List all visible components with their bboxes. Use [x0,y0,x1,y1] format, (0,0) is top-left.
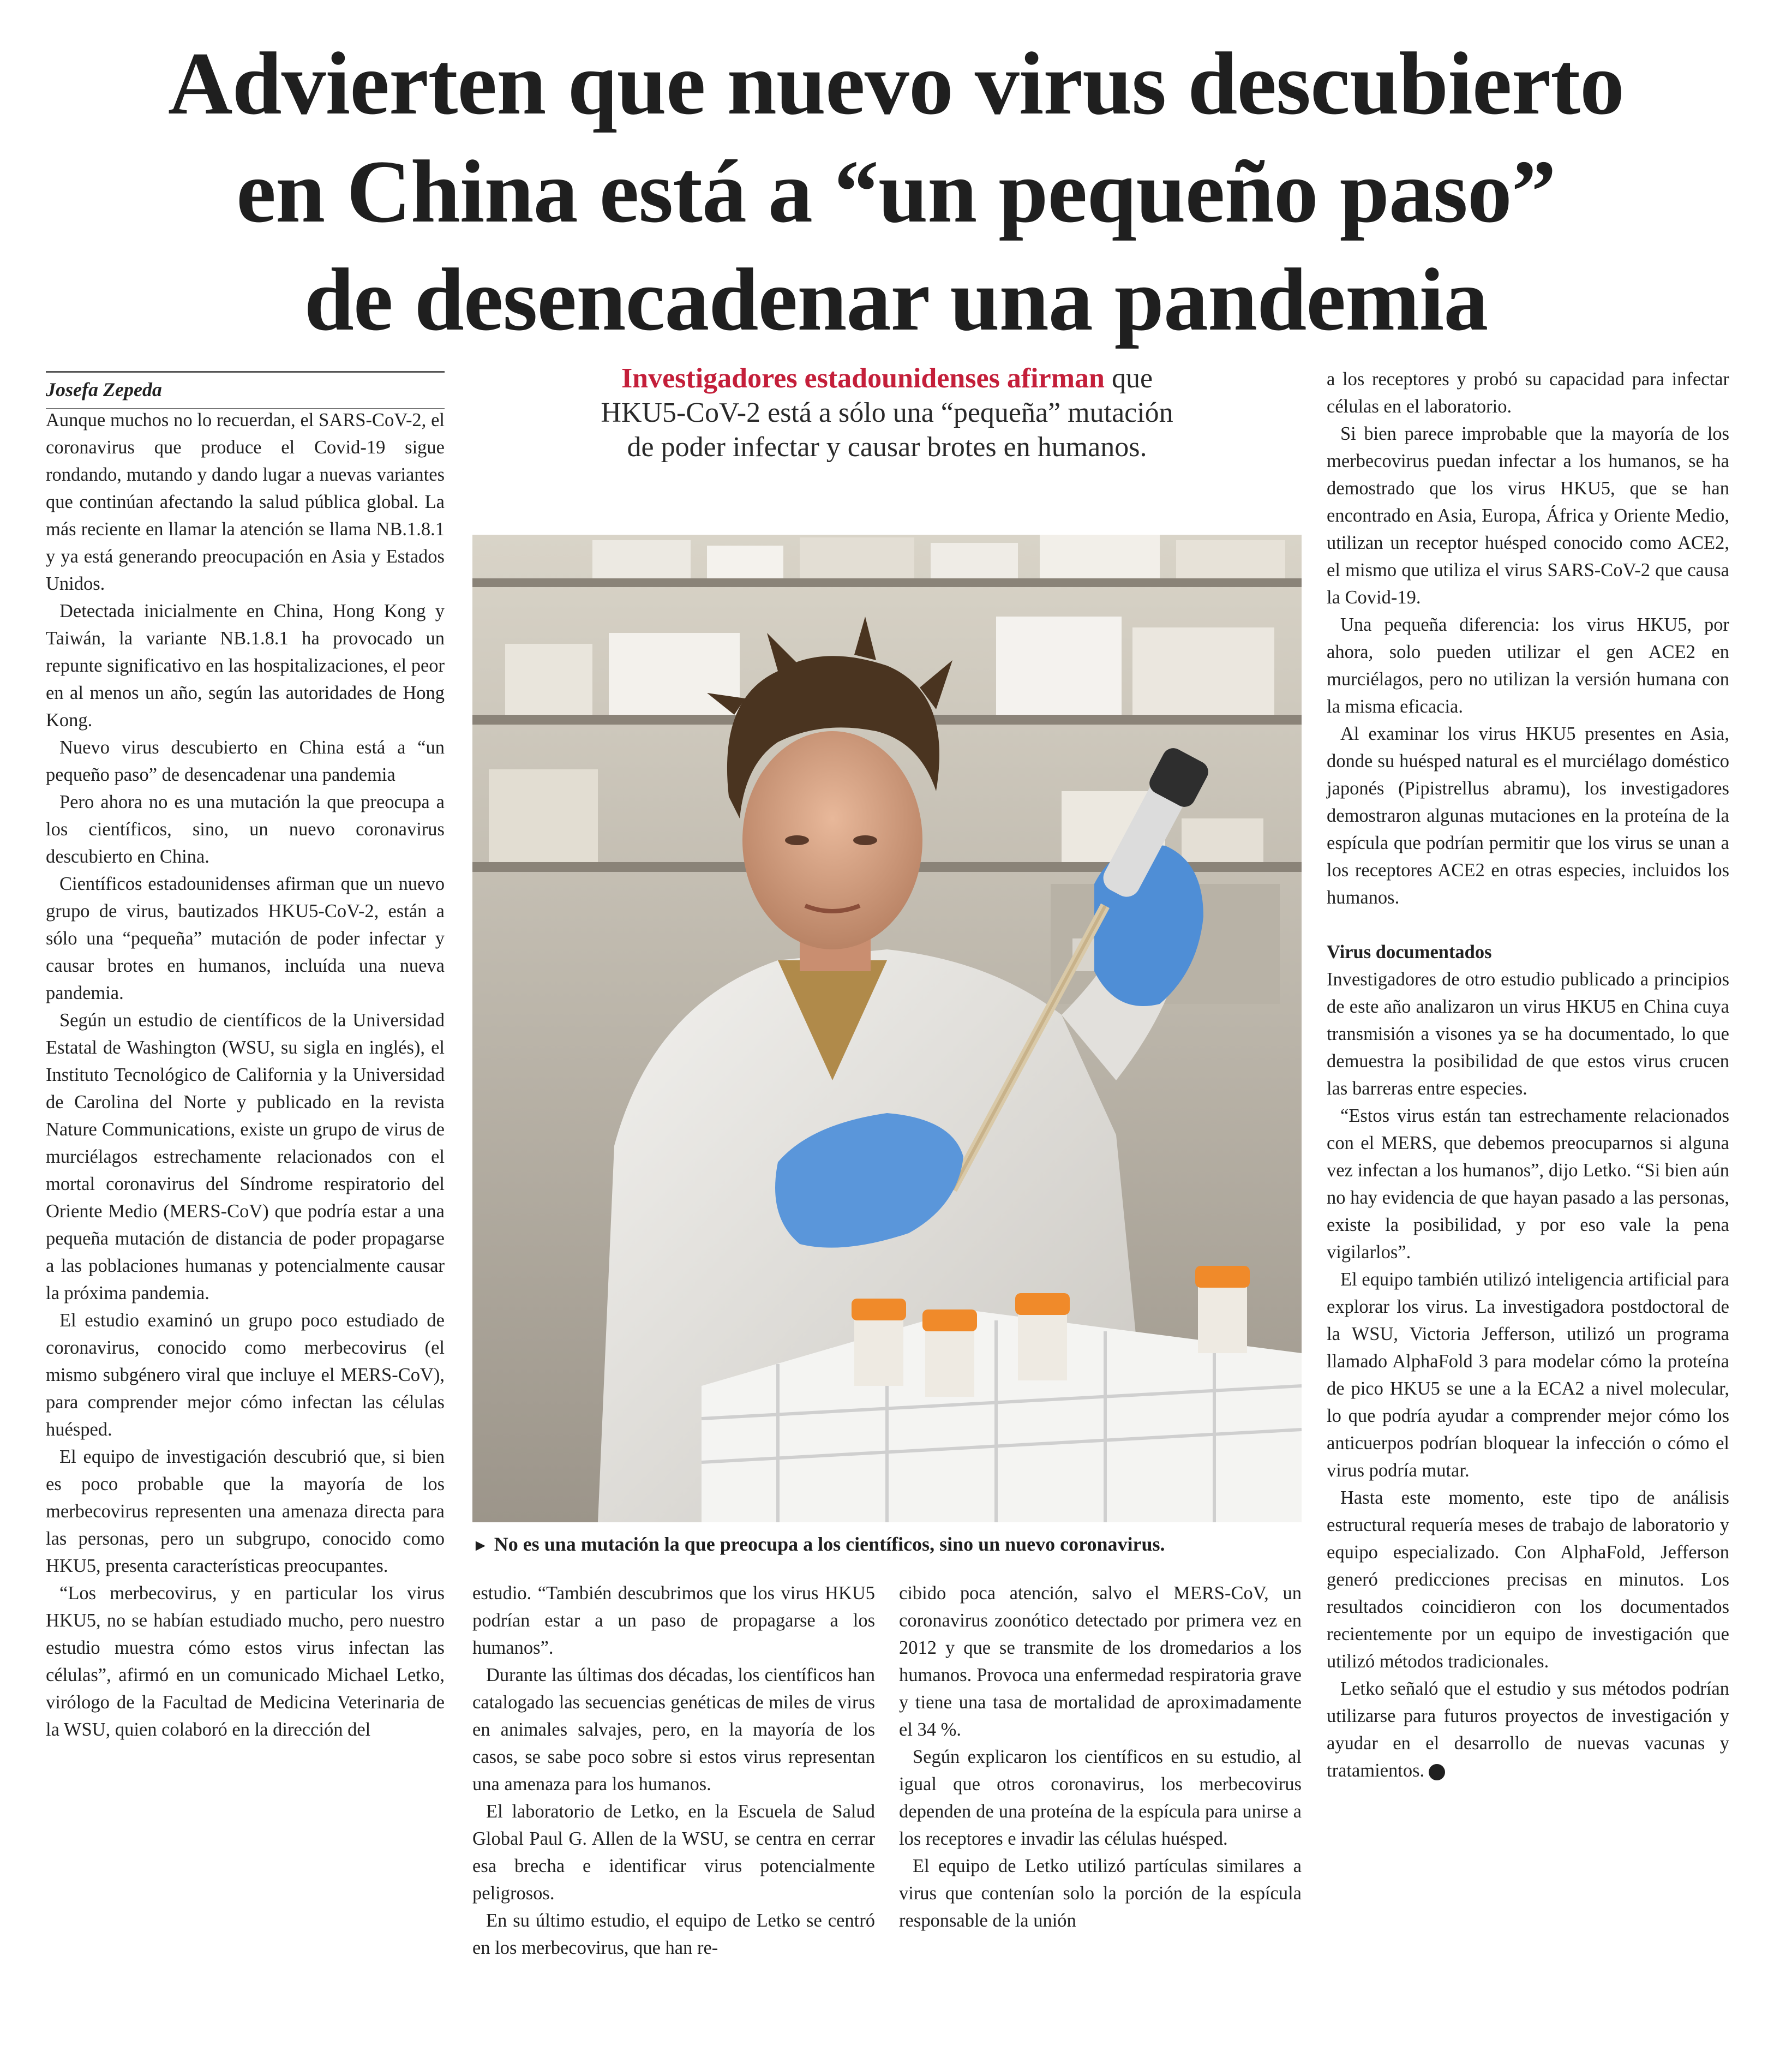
paragraph: Investigadores de otro estudio publicado a principios de este año analizaron un virus HKU5 en China cuya transmisión a visones ya se ha documentado, lo que demuestra la posibilidad de que estos virus crucen las barreras entre especies. [1327,969,1729,1099]
paragraph: “Estos virus están tan estrechamente relacionados con el MERS, que debemos preocuparnos si alguna vez infectan a los humanos”, dijo Letko. “Si bien aún no hay evidencia de que hayan pasado a las personas, existe la posibilidad, y por eso vale la pena vigilarlos”. [1327,1105,1729,1263]
deck-highlight: Investigadores estadounidenses afirman [621,363,1105,394]
final-text: Letko señaló que el estudio y sus métodos podrían utilizarse para futuros proyectos de investigación y ayudar en el desarrollo de nuevas vacunas y tratamientos. [1327,1678,1729,1781]
scientist-lab-photo [472,535,1302,1522]
paragraph: Durante las últimas dos décadas, los científicos han catalogado las secuencias genéticas de miles de virus en animales salvajes, pero, en la mayoría de los casos, se sabe poco sobre si estos virus representan una amenaza para los humanos. [472,1665,875,1795]
paragraph: Una pequeña diferencia: los virus HKU5, por ahora, solo pueden utilizar el gen ACE2 en murciélagos, pero no utilizan la versión humana con la misma eficacia. [1327,614,1729,717]
paragraph: Científicos estadounidenses afirman que un nuevo grupo de virus, bautizados HKU5-CoV-2, están a sólo una “pequeña” mutación de poder infectar y causar brotes en humanos, incluída una nueva pandemia. [46,874,445,1003]
end-mark-icon [1429,1764,1445,1780]
paragraph: El laboratorio de Letko, en la Escuela de Salud Global Paul G. Allen de la WSU, se centra en cerrar esa brecha e identificar virus potencialmente peligrosos. [472,1801,875,1904]
paragraph: Detectada inicialmente en China, Hong Kong y Taiwán, la variante NB.1.8.1 ha provocado un repunte significativo en las hospitalizaciones, el peor en al menos un año, según las autoridades de Hong Kong. [46,601,445,731]
headline-line-3: de desencadenar una pandemia [304,250,1488,349]
paragraph: a los receptores y probó su capacidad para infectar células en el laboratorio. [1327,369,1729,417]
paragraph: Al examinar los virus HKU5 presentes en Asia, donde su huésped natural es el murciélago doméstico japonés (Pipistrellus abramu), los investigadores demostraron algunas mutaciones en la proteína de la espícula que podrían permitir que los virus se unan a los receptores ACE2 en otras especies, incluidos los humanos. [1327,723,1729,908]
caption-text: No es una mutación la que preocupa a los científicos, sino un nuevo coronavirus. [494,1533,1165,1555]
paragraph-final [1327,1675,1729,1784]
paragraph: El equipo también utilizó inteligencia artificial para explorar los virus. La investigadora postdoctoral de la WSU, Victoria Jefferson, utilizó un programa llamado AlphaFold 3 para modelar cómo la proteína de pico HKU5 se une a la ECA2 a nivel molecular, lo que podría ayudar a comprender mejor cómo los anticuerpos podrían bloquear la infección o cómo el virus podría mutar. [1327,1269,1729,1481]
paragraph: “Los merbecovirus, y en particular los virus HKU5, no se habían estudiado mucho, pero nuestro estudio muestra cómo estos virus infectan las células”, afirmó en un comunicado Michael Letko, virólogo de la Facultad de Medicina Veterinaria de la WSU, quien colaboró en la dirección del [46,1583,445,1740]
headline-line-2: en China está a “un pequeño paso” [236,142,1556,241]
photo-caption [472,1531,1302,1559]
paragraph: cibido poca atención, salvo el MERS-CoV, un coronavirus zoonótico detectado por primera vez en 2012 y que se transmite de los dromedarios a los humanos. Provoca una enfermedad respiratoria grave y tiene una tasa de mortalidad de aproximadamente el 34 %. [899,1583,1302,1740]
paragraph: Si bien parece improbable que la mayoría de los merbecovirus puedan infectar a los humanos, se ha demostrado que los virus HKU5, que se han encontrado en Asia, Europa, África y Oriente Medio, utilizan un receptor huésped conocido como ACE2, el mismo que utiliza el virus SARS-CoV-2 que causa la Covid-19. [1327,423,1729,608]
caption-triangle-icon: ► [472,1536,489,1554]
paragraph: Aunque muchos no lo recuerdan, el SARS-CoV-2, el coronavirus que produce el Covid-19 sigue rondando, mutando y dando lugar a nuevas variantes que continúan afectando la salud pública global. La más reciente en llamar la atención se llama NB.1.8.1 y ya está generando preocupación en Asia y Estados Unidos. [46,410,445,594]
column-1 [46,406,445,1743]
paragraph: El estudio examinó un grupo poco estudiado de coronavirus, conocido como merbecovirus (el mismo subgénero viral que incluye el MERS-CoV), para comprender mejor cómo infectan las células huésped. [46,1310,445,1440]
paragraph: Hasta este momento, este tipo de análisis estructural requería meses de trabajo de laboratorio y equipo especializado. Con AlphaFold, Jefferson generó predicciones precisas en minutos. Los resultados coincidieron con los documentados recientemente por un equipo de investigación que utilizó métodos tradicionales. [1327,1487,1729,1672]
paragraph: El equipo de investigación descubrió que, si bien es poco probable que la mayoría de los merbecovirus representen una amenaza directa para las personas, pero un subgrupo, conocido como HKU5, presenta características preocupantes. [46,1446,445,1576]
subheading: Virus documentados [1327,942,1492,962]
column-3 [899,1580,1302,1934]
deck-line-1-rest: que [1104,363,1153,394]
deck [472,361,1302,464]
column-4 [1327,366,1729,1784]
paragraph: El equipo de Letko utilizó partículas similares a virus que contenían solo la porción de la espícula responsable de la unión [899,1856,1302,1931]
deck-line-3: de poder infectar y causar brotes en humanos. [627,432,1147,463]
paragraph: Pero ahora no es una mutación la que preocupa a los científicos, sino, un nuevo coronavirus descubierto en China. [46,792,445,867]
deck-line-2: HKU5-CoV-2 está a sólo una “pequeña” mutación [601,397,1173,428]
headline-line-1: Advierten que nuevo virus descubierto [168,34,1624,133]
column-2 [472,1580,875,1962]
paragraph: Nuevo virus descubierto en China está a “un pequeño paso” de desencadenar una pandemia [46,737,445,785]
headline [0,30,1792,354]
byline: Josefa Zepeda [46,379,162,400]
paragraph: estudio. “También descubrimos que los virus HKU5 podrían estar a un paso de propagarse a los humanos”. [472,1583,875,1658]
paragraph: En su último estudio, el equipo de Letko se centró en los merbecovirus, que han re- [472,1910,875,1958]
paragraph: Según un estudio de científicos de la Universidad Estatal de Washington (WSU, su sigla en inglés), el Instituto Tecnológico de California y la Universidad de Carolina del Norte y publicado en la revista Nature Communications, existe un grupo de virus de murciélagos estrechamente relacionados con el mortal coronavirus del Síndrome respiratorio del Oriente Medio (MERS-CoV) que podría estar a una pequeña mutación de distancia de poder propagarse a las poblaciones humanas y potencialmente causar la próxima pandemia. [46,1010,445,1303]
paragraph: Según explicaron los científicos en su estudio, al igual que otros coronavirus, los merbecovirus dependen de una proteína de la espícula para unirse a los receptores e invadir las células huésped. [899,1747,1302,1849]
byline-rule-top [46,371,445,373]
